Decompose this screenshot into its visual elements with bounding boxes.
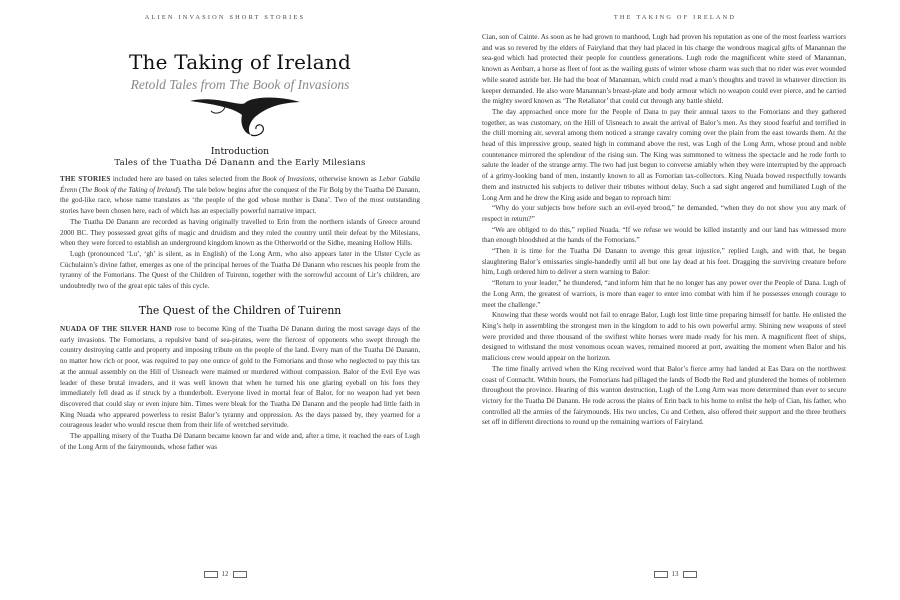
page-number-right: 13 [450,570,900,578]
page-number-left: 12 [0,570,450,578]
story-text [482,32,846,428]
quest-paragraph-1: NUADA OF THE SILVER HAND rose to become King of the Tuatha Dé Danann during the most savage days of the early invasions. The Fomorians, a repulsive band of sea-pirates, were the fiercest of opponents who swept through the country destroying cattle and property and imposing tribute on the people of the land. Every man of the Tuatha Dé Danann, no matter how rich or poor, was required to pay one ounce of gold to the Fomorians and those who neglected to pay this tax at the annual assembly on the Hill of Uisneach were maimed or murdered without compassion. Balor of the Evil Eye was leader of these brutal invaders, and it was well known that when he turned his one glaring eyeball on his foes they immediately fell dead as if struck by a thunderbolt. Everyone lived in mortal fear of Balor, for no weapon had yet been discovered that could slay or even injure him. Times were bleak for the Tuatha Dé Danann and the people had little faith in King Nuada who appeared powerless to resist Balor’s tyranny and oppression. As the days passed by, they yearned for a courageous leader who would rescue them from their life of wretched servitude. [60,325,421,430]
intro-paragraph-3: Lugh (pronounced ‘Lu’, ‘gh’ is silent, as in English) of the Long Arm, who also appears later in the Ulster Cycle as Cúchulainn’s divine father, emerges as one of the principal heroes of the Tuatha Dé Danann who rescues his people from the tyranny of the Fomorians. The Quest of the Children of Tuirenn, together with the sorrowful account of Lir’s children, are undoubtedly two of the great epic tales of this cycle. [60,249,420,291]
right-page [450,0,900,600]
intro-text [60,174,420,292]
story-paragraph: “Then it is time for the Tuatha Dé Danann to avenge this great injustice,” replied Lugh, and with that, he began slaughtering Balor’s emissaries single-handedly until all but one lay dead at his feet. Dragging the surviving creature before him, Lugh ordered him to deliver a stern warning to Balor: [482,247,846,277]
running-head-right: THE TAKING OF IRELAND [613,14,737,21]
folio-ornament-icon [204,571,218,578]
intro-heading: Introduction [210,146,270,157]
page-title: The Taking of Ireland [129,50,351,74]
page-subtitle: Retold Tales from The Book of Invasions [130,77,350,92]
intro-paragraph-1: THE STORIES included here are based on tales selected from the Book of Invasions, otherwise known as Lebor Gabála Érenn (The Book of the Taking of Ireland). The tale below begins after the conquest of the Fir Bolg by the Tuatha Dé Danann, the god-like race, whose name translates as ‘the people of the god whose mother is Dana’. Two of the most outstanding stories have been chosen here, each of which has an especially powerful narrative impact. [60,175,420,216]
folio-ornament-icon [654,571,668,578]
quest-text [60,324,420,452]
folio-ornament-icon [683,571,697,578]
story-paragraph: Cian, son of Cainte. As soon as he had grown to manhood, Lugh had proven his reputation as one of the most fearless warriors and was so revered by the elders of Fairyland that they had placed in his charge the wondrous magical gifts of Manannan the sea-god which had protected their people for countless generations. Lugh rode the magnificent white steed of Manannan, known as Aenbarr, a horse as fleet of foot as the wailing gusts of winter whose charm was such that no rider was ever wounded while seated astride her. He had the boat of Manannan, which could read a man’s thoughts and travel in whatever direction its keeper demanded. He also wore Manannan’s breast-plate and body armour which no weapon could ever pierce, and he carried the mighty sword known as ‘The Retaliator’ that could cut through any battle shield. [482,33,846,106]
story-paragraph: The day approached once more for the People of Dana to pay their annual taxes to the Fomorians and they gathered together, as was customary, on the Hill of Uisneach to await the arrival of Balor’s men. As they stood fearful and terrified in the chill morning air, several among them noticed a strange cavalry coming over the plain from the east towards them. At the head of this impressive group, seated high in command above the rest, was Lugh of the Long Arm, whose proud and noble countenance mirrored the splendour of the rising sun. The King was summoned to witness the spectacle and he rode forth to salute the leader of the strange army. The two had just begun to converse amiably when they were interrupted by the approach of a grimy-looking band of men, instantly known to all as Fomorian tax-collectors. King Nuada bowed respectfully towards them and instructed his subjects to deliver their tributes without delay. Such a sad sight angered and humiliated Lugh of the Long Arm and he drew the King aside and began to reproach him: [482,107,846,202]
section-heading: The Quest of the Children of Tuirenn [138,304,342,317]
story-paragraph: Knowing that these words would not fail to enrage Balor, Lugh lost little time preparing himself for battle. He enlisted the King’s help in assembling the strongest men in the kingdom to add to his own powerful army. Shining new weapons of steel were provided and three thousand of the swiftest white horses were made ready for his men. A magnificent fleet of ships, designed to withstand the most venomous ocean waves, remained moored at port, awaiting the moment when Balor and his malicious crew would appear on the horizon. [482,311,846,363]
story-paragraph: “Return to your leader,” he thundered, “and inform him that he no longer has any power over the People of Dana. Lugh of the Long Arm, the greatest of warriors, is more than eager to enter into combat with him if he possesses enough courage to meet the challenge.” [482,279,846,309]
folio-ornament-icon [233,571,247,578]
story-paragraph: “Why do your subjects bow before such an evil-eyed brood,” he demanded, “when they do not show you any mark of respect in return?” [482,204,846,223]
intro-subheading: Tales of the Tuatha Dé Danann and the Early Milesians [114,158,366,168]
story-paragraph: “We are obliged to do this,” replied Nuada. “If we refuse we would be killed instantly and our land has witnessed more than enough bloodshed at the hands of the Fomorians.” [482,225,846,245]
story-paragraph: The time finally arrived when the King received word that Balor’s fierce army had landed at Eas Dara on the northwest coast of Connacht. Within hours, the Fomorians had pillaged the lands of Bodb the Red and plundered the homes of noblemen throughout the province. Hearing of this wanton destruction, Lugh of the Long Arm was more determined than ever to secure victory for the Tuatha Dé Danann. He rode across the plains of Erin back to his home to enlist the help of Cian, his father, who controlled all the armies of the fairymounds. His two uncles, Cu and Cethen, also offered their support and the three brothers set off in different directions to round up the remaining warriors of Fairyland. [482,364,846,427]
intro-paragraph-2: The Tuatha Dé Danann are recorded as having originally travelled to Erin from the northern islands of Greece around 2000 BC. They possessed great gifts of magic and druidism and they ruled the country until their defeat by the Milesians, when they were forced to establish an underground kingdom known as the Otherworld or the Sidhe, meaning Hollow Hills. [60,217,420,248]
flourish-ornament-icon [185,93,305,138]
quest-paragraph-2: The appalling misery of the Tuatha Dé Danann became known far and wide and, after a time, it reached the ears of Lugh of the Long Arm of the fairymounds, whose father was [60,432,420,451]
running-head-left: ALIEN INVASION SHORT STORIES [144,14,306,21]
